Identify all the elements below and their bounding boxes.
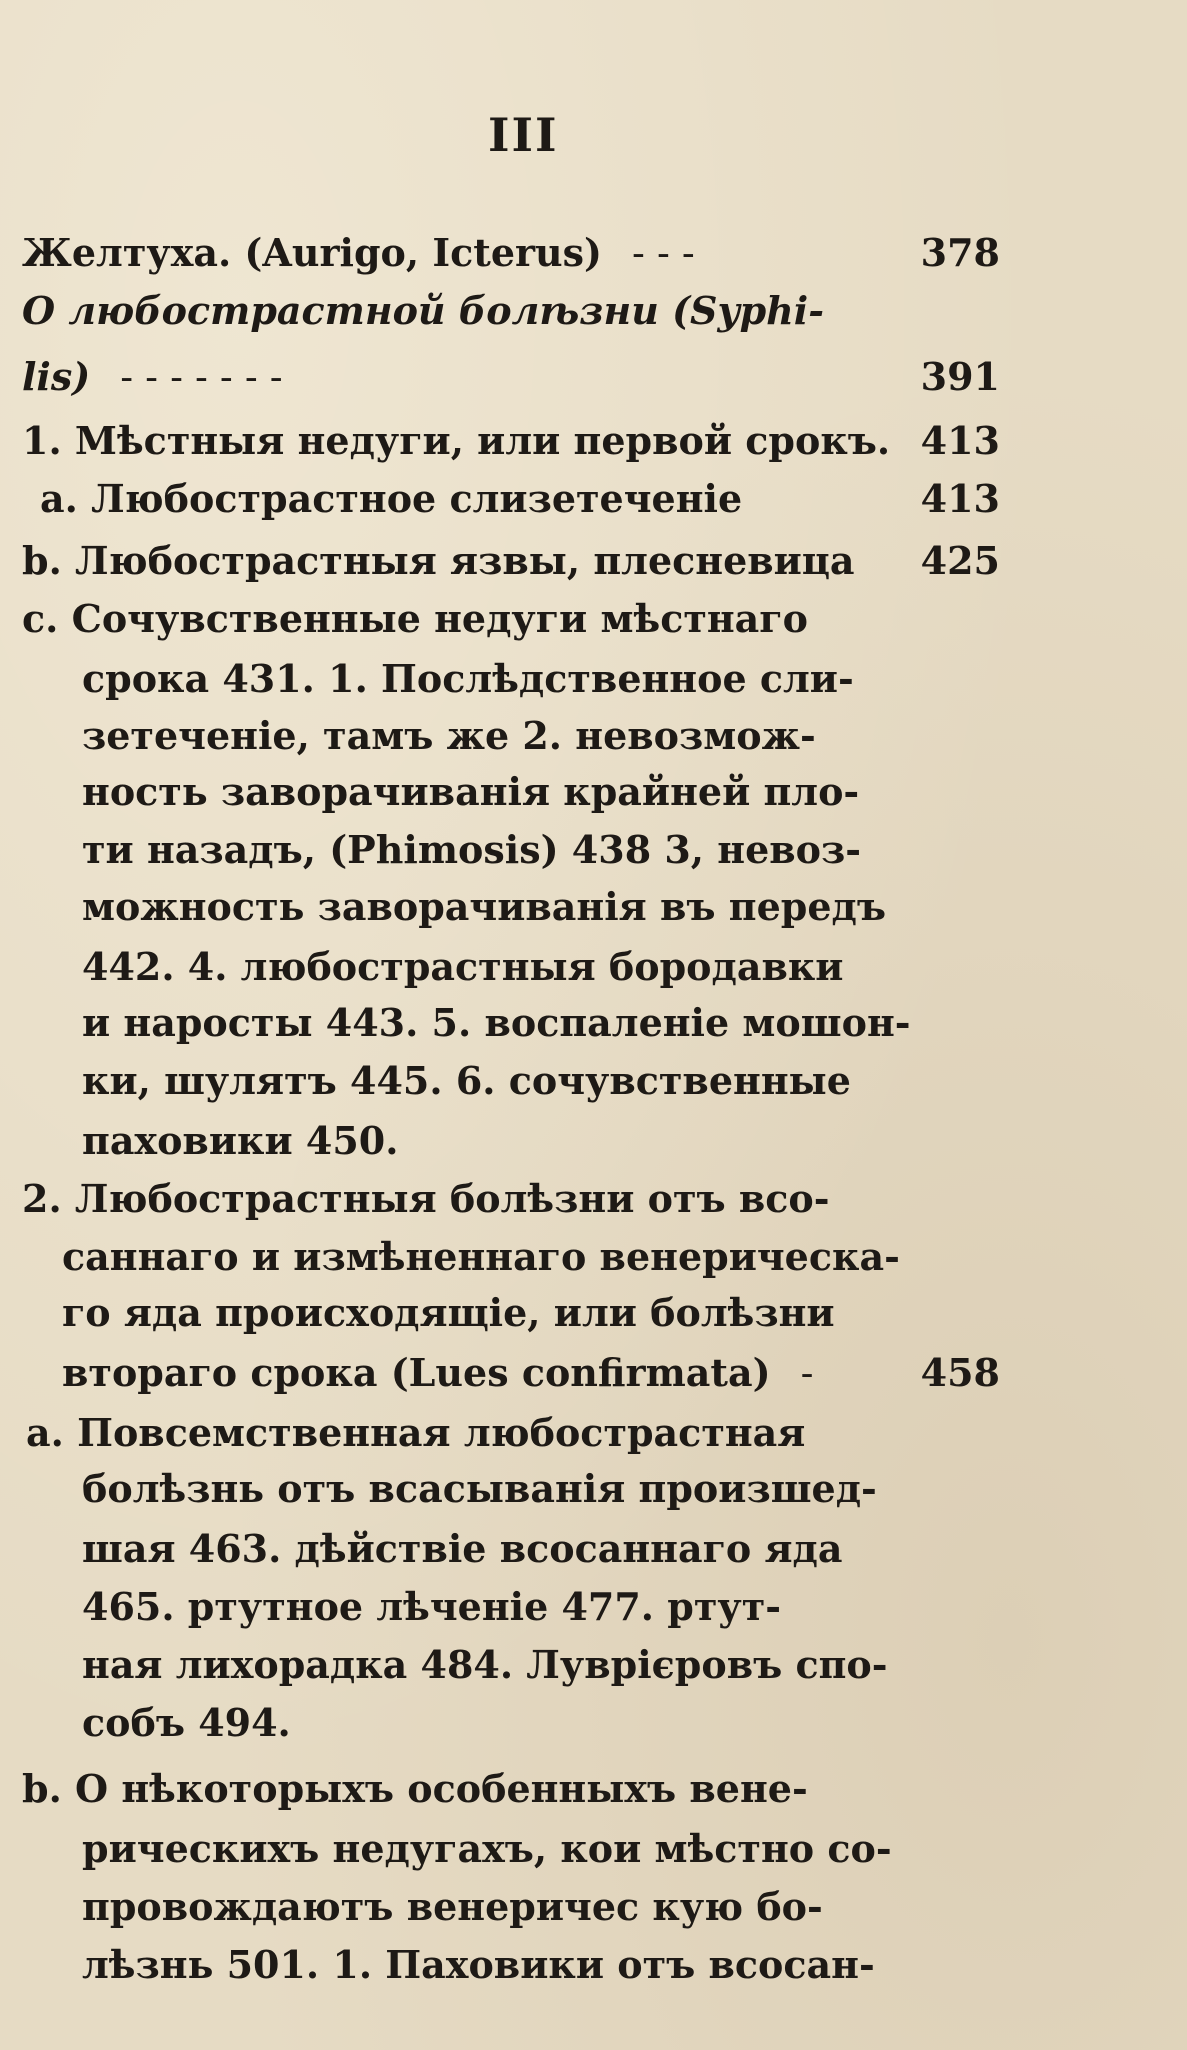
toc-entry-text: 442. 4. любострастныя бородавки (82, 944, 844, 989)
toc-entry-text: можность заворачиванія въ передъ (82, 884, 886, 929)
toc-line (82, 1820, 1000, 1878)
toc-line (40, 470, 1000, 528)
toc-line (62, 1284, 1000, 1342)
toc-entry-text: c. Сочувственные недуги мѣстнаго (22, 596, 808, 641)
page-number: III (488, 108, 559, 162)
toc-line (82, 1936, 1000, 1994)
toc-line (22, 1760, 1000, 1818)
toc-line (22, 1170, 1000, 1228)
toc-page-number: 425 (920, 538, 1000, 583)
toc-entry-text: a. Любострастное слизетеченіе (40, 476, 743, 521)
toc-line (22, 282, 1000, 340)
toc-entry-text: рическихъ недугахъ, кои мѣстно со- (82, 1826, 892, 1871)
toc-line (22, 348, 1000, 406)
toc-entry-text: паховики 450. (82, 1118, 399, 1163)
toc-line (82, 821, 1000, 879)
toc-page-number: 413 (920, 418, 1000, 463)
toc-entry-text: b. Любострастныя язвы, плесневица (22, 538, 855, 583)
toc-line (82, 878, 1000, 936)
toc-line (82, 1636, 1000, 1694)
toc-entry-text: ность заворачиванія крайней пло- (82, 769, 860, 814)
toc-entry-text: ти назадъ, (Phimosis) 438 3, невоз- (82, 827, 862, 872)
toc-entry-text: и наросты 443. 5. воспаленіе мошон- (82, 1000, 911, 1045)
toc-line (22, 224, 1000, 282)
toc-entry-text: провождаютъ венеричес кую бо- (82, 1884, 823, 1929)
toc-line (82, 1878, 1000, 1936)
toc-entry-text: срока 431. 1. Послѣдственное сли- (82, 656, 854, 701)
toc-line (82, 1578, 1000, 1636)
toc-entry-text: болѣзнь отъ всасыванія произшед- (82, 1466, 877, 1511)
toc-leader-dashes: - - - (632, 231, 695, 275)
toc-entry-text: шая 463. дѣйствіе всосаннаго яда (82, 1526, 843, 1571)
toc-line (82, 1520, 1000, 1578)
toc-page-number: 378 (920, 230, 1000, 275)
toc-page-number: 391 (920, 354, 1000, 399)
toc-line (22, 412, 1000, 470)
toc-page-number: 458 (920, 1350, 1000, 1395)
toc-entry-text: го яда происходящіе, или болѣзни (62, 1290, 835, 1335)
toc-entry-text: 2. Любострастныя болѣзни отъ всо- (22, 1176, 830, 1221)
toc-entry-text: втораго срока (Lues confirmata) (62, 1350, 771, 1395)
toc-entry-text: ки, шулятъ 445. 6. сочувственные (82, 1058, 851, 1103)
toc-leader-dashes: - (800, 1351, 814, 1395)
toc-line (82, 1694, 1000, 1752)
toc-entry-text: ная лихорадка 484. Луврієровъ спо- (82, 1642, 888, 1687)
toc-entry-text: 1. Мѣстныя недуги, или первой срокъ. (22, 418, 891, 463)
toc-line (82, 763, 1000, 821)
toc-entry-text: саннаго и измѣненнаго венерическа- (62, 1234, 900, 1279)
toc-entry-text: 465. ртутное лѣченіе 477. ртут- (82, 1584, 782, 1629)
toc-page-number: 413 (920, 476, 1000, 521)
toc-line (62, 1228, 1000, 1286)
toc-entry-text: a. Повсемственная любострастная (26, 1410, 806, 1455)
toc-line (82, 994, 1000, 1052)
toc-leader-dashes: - - - - - - - (120, 355, 283, 399)
toc-line (82, 938, 1000, 996)
toc-line (82, 1112, 1000, 1170)
toc-line (62, 1344, 1000, 1402)
toc-entry-text: собъ 494. (82, 1700, 291, 1745)
toc-entry-text: О любострастной болѣзни (Syphi- (22, 288, 824, 333)
toc-entry-text: зетеченіе, тамъ же 2. невозмож- (82, 713, 816, 758)
toc-entry-text: Желтуха. (Aurigo, Icterus) (22, 230, 603, 275)
toc-line (22, 532, 1000, 590)
toc-entry-text: b. О нѣкоторыхъ особенныхъ вене- (22, 1766, 808, 1811)
toc-line (26, 1404, 1000, 1462)
toc-line (82, 1052, 1000, 1110)
toc-line (22, 590, 1000, 648)
toc-line (82, 650, 1000, 708)
toc-line (82, 1460, 1000, 1518)
toc-entry-text: lis) (22, 354, 91, 399)
toc-line (82, 707, 1000, 765)
toc-entry-text: лѣзнь 501. 1. Паховики отъ всосан- (82, 1942, 875, 1987)
